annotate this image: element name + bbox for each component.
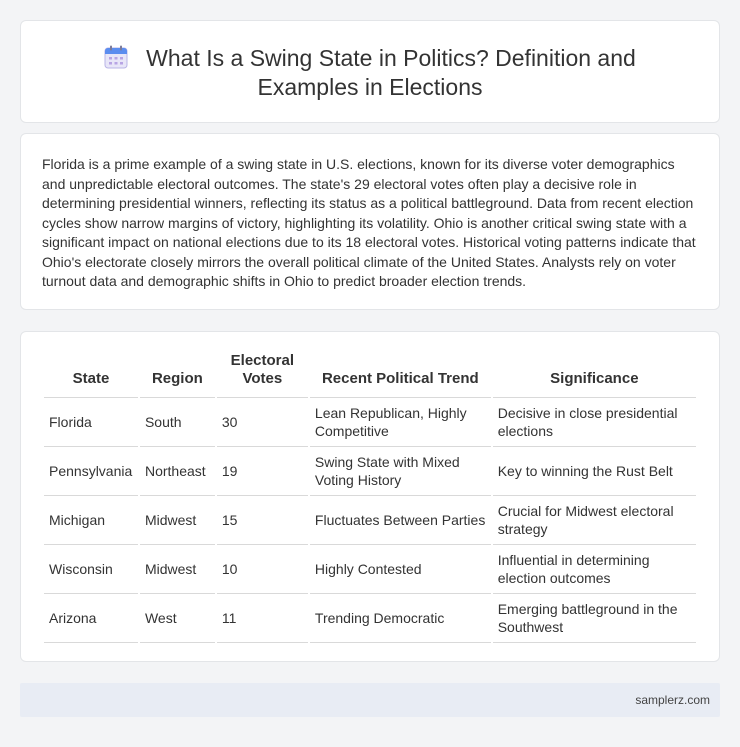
- cell-trend: Fluctuates Between Parties: [310, 496, 491, 545]
- cell-state: Florida: [44, 398, 138, 447]
- intro-paragraph: Florida is a prime example of a swing state in U.S. elections, known for its diverse voter demographics and unpredictable electoral outcomes. The state's 29 electoral votes often play a decisive role in determining presidential winners, reflecting its status as a political battleground. Data from recent election cycles show narrow margins of victory, highlighting its volatility. Ohio is another critical swing state with a significant impact on national elections due to its 18 electoral votes. Historical voting patterns indicate that Ohio's electorate closely mirrors the overall political climate of the United States. Analysts rely on voter turnout data and demographic shifts in Ohio to predict broader election trends.: [42, 156, 696, 289]
- cell-votes: 19: [217, 447, 308, 496]
- cell-trend: Lean Republican, Highly Competitive: [310, 398, 491, 447]
- cell-trend: Highly Contested: [310, 545, 491, 594]
- cell-votes: 10: [217, 545, 308, 594]
- page-title: [21, 44, 719, 102]
- title-line-1: What Is a Swing State in Politics? Definition and: [146, 45, 636, 71]
- title-line-2: Examples in Elections: [257, 74, 483, 100]
- table-header-row: [44, 352, 696, 398]
- table-row: [44, 447, 696, 496]
- title-card: [20, 20, 720, 123]
- footer: [20, 683, 720, 717]
- footer-site: samplerz.com: [635, 693, 710, 707]
- cell-votes: 11: [217, 594, 308, 643]
- cell-significance: Emerging battleground in the Southwest: [493, 594, 696, 643]
- cell-significance: Influential in determining election outcomes: [493, 545, 696, 594]
- cell-significance: Crucial for Midwest electoral strategy: [493, 496, 696, 545]
- cell-region: Northeast: [140, 447, 215, 496]
- cell-region: Midwest: [140, 545, 215, 594]
- cell-region: South: [140, 398, 215, 447]
- calendar-icon: [104, 45, 128, 69]
- table-row: [44, 545, 696, 594]
- header-significance: Significance: [493, 352, 696, 398]
- table-row: [44, 594, 696, 643]
- table-card: [20, 331, 720, 662]
- cell-votes: 15: [217, 496, 308, 545]
- header-region: Region: [140, 352, 215, 398]
- cell-region: West: [140, 594, 215, 643]
- intro-card: [20, 133, 720, 310]
- cell-significance: Key to winning the Rust Belt: [493, 447, 696, 496]
- table-row: [44, 496, 696, 545]
- table-row: [44, 398, 696, 447]
- cell-region: Midwest: [140, 496, 215, 545]
- cell-state: Arizona: [44, 594, 138, 643]
- cell-votes: 30: [217, 398, 308, 447]
- cell-state: Pennsylvania: [44, 447, 138, 496]
- cell-trend: Swing State with Mixed Voting History: [310, 447, 491, 496]
- cell-trend: Trending Democratic: [310, 594, 491, 643]
- swing-states-table: [42, 352, 698, 643]
- cell-significance: Decisive in close presidential elections: [493, 398, 696, 447]
- header-recent-trend: Recent Political Trend: [310, 352, 491, 398]
- header-electoral-votes: Electoral Votes: [217, 352, 308, 398]
- cell-state: Wisconsin: [44, 545, 138, 594]
- header-state: State: [44, 352, 138, 398]
- cell-state: Michigan: [44, 496, 138, 545]
